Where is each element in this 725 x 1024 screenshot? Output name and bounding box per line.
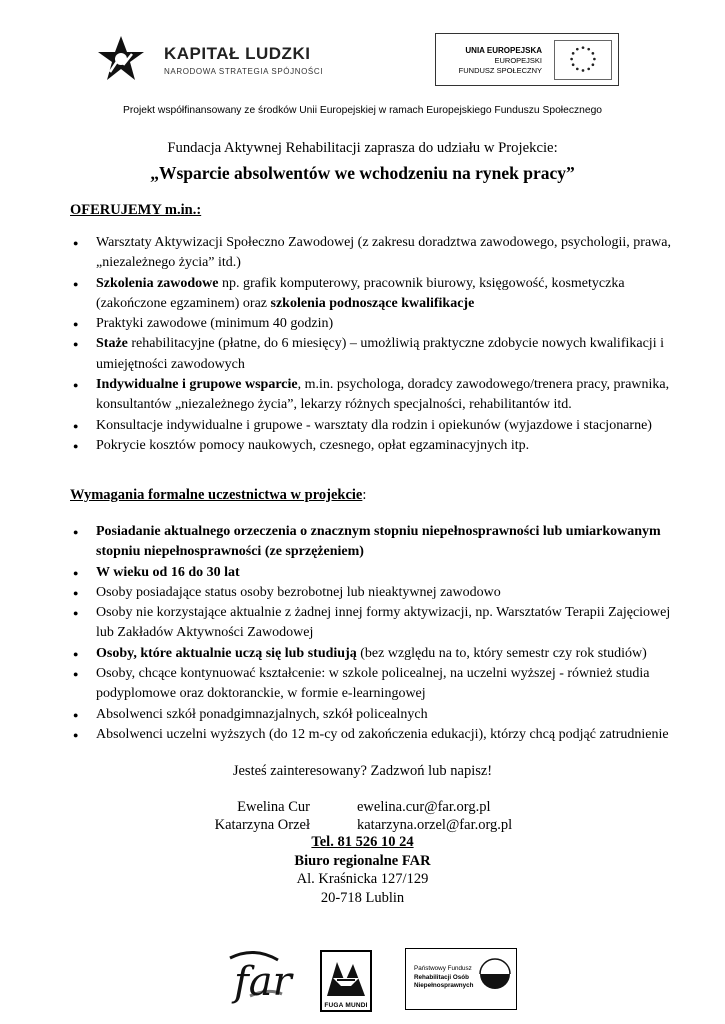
fuga-mundi-text: FUGA MUNDI (324, 1002, 368, 1009)
requirement-item-bold: Osoby, które aktualnie uczą się lub studiują (96, 645, 357, 661)
requirements-heading (70, 487, 366, 504)
eu-line2: EUROPEJSKI (494, 56, 542, 65)
list-item (70, 436, 676, 456)
contact-email[interactable]: ewelina.cur@far.org.pl (357, 799, 491, 815)
office-name: Biuro regionalne FAR (294, 853, 431, 869)
requirements-heading-text: Wymagania formalne uczestnictwa w projekcie (70, 487, 363, 503)
pfron-logo (405, 948, 517, 1010)
kapital-ludzki-star-icon (96, 34, 146, 84)
list-item (70, 664, 676, 705)
kapital-ludzki-logo (96, 34, 336, 86)
offer-item-text: Warsztaty Aktywizacji Społeczno Zawodowej (z zakresu doradztwa zawodowego, psychologii, prawa, „niezależnego życia” itd.) (96, 235, 672, 271)
eu-line1: UNIA EUROPEJSKA (465, 46, 542, 55)
list-item (70, 563, 676, 583)
far-logo (220, 948, 292, 1014)
contact-call: Jesteś zainteresowany? Zadzwoń lub napisz! (232, 763, 493, 779)
eu-flag-icon (554, 40, 612, 80)
offer-item-text: Pokrycie kosztów pomocy naukowych, czesnego, opłat egzaminacyjnych itp. (96, 437, 530, 453)
requirements-list (70, 522, 676, 745)
list-item (70, 705, 676, 725)
offer-list (70, 233, 676, 456)
invitation-text: Fundacja Aktywnej Rehabilitacji zaprasza do udziału w Projekcie: (167, 140, 558, 156)
contact-name: Katarzyna Orzeł (214, 817, 310, 833)
list-item (70, 233, 676, 274)
fuga-mundi-logo (320, 950, 372, 1012)
requirements-heading-colon: : (362, 487, 367, 503)
phone-number-text[interactable]: Tel. 81 526 10 24 (311, 834, 414, 850)
contact-email[interactable]: katarzyna.orzel@far.org.pl (357, 817, 513, 833)
office-street: Al. Kraśnicka 127/129 (296, 871, 429, 887)
offer-item-text: , m.in. psychologa, doradcy zawodowego/trenera pracy, prawnika, konsultantów „niezależnego życia”, lekarzy różnych specjalności, rehabilitantów itd. (96, 377, 670, 413)
fuga-mundi-emblem-icon (325, 956, 367, 1000)
far-logo-text: far (234, 959, 292, 1005)
offer-item-text: Konsultacje indywidualne i grupowe - warsztaty dla rodzin i opiekunów (wyjazdowe i stacjonarne) (96, 417, 652, 433)
list-item (70, 583, 676, 603)
project-title: „Wsparcie absolwentów we wchodzeniu na rynek pracy” (150, 163, 575, 183)
list-item (70, 314, 676, 334)
requirement-item-bold: Posiadanie aktualnego orzeczenia o znacznym stopniu niepełnosprawności lub umiarkowanym stopniu niepełnosprawności (ze sprzężeniem) (96, 524, 661, 560)
eu-line3: FUNDUSZ SPOŁECZNY (458, 66, 542, 75)
requirement-item-text: Osoby posiadające status osoby bezrobotnej lub nieaktywnej zawodowo (96, 584, 501, 600)
requirement-item-text: Absolwenci uczelni wyższych (do 12 m-cy od zakończenia edukacji), którzy chcą podjąć zatrudnienie (96, 726, 669, 742)
contact-name: Ewelina Cur (237, 799, 310, 815)
requirement-item-text: Osoby nie korzystające aktualnie z żadnej innej formy aktywizacji, np. Warsztatów Terapii Zajęciowej lub Zakładów Aktywności Zawodowej (96, 605, 671, 641)
pfron-line3: Niepełnosprawnych (414, 982, 474, 989)
eu-logo-text (459, 46, 542, 76)
list-item (70, 644, 676, 664)
requirement-item-text: Osoby, chcące kontynuować kształcenie: w szkole policealnej, na uczelni wyższej - również studia podyplomowe oraz doktoranckie, w formie e-learningowej (96, 666, 650, 702)
pfron-text (414, 965, 474, 991)
list-item (70, 375, 676, 416)
kapital-ludzki-title: KAPITAŁ LUDZKI (164, 44, 311, 63)
offer-item-bold: Szkolenia zawodowe (96, 275, 219, 291)
offer-heading: OFERUJEMY m.in.: (70, 202, 202, 218)
offer-item-text: Praktyki zawodowe (minimum 40 godzin) (96, 316, 334, 332)
list-item (70, 416, 676, 436)
list-item (70, 603, 676, 644)
pfron-line1: Państwowy Fundusz (414, 965, 472, 972)
offer-item-bold: szkolenia podnoszące kwalifikacje (270, 295, 475, 311)
list-item (70, 725, 676, 745)
offer-item-bold: Indywidualne i grupowe wsparcie (96, 377, 298, 393)
requirement-item-text: (bez względu na to, który semestr czy rok studiów) (356, 645, 647, 661)
list-item (70, 274, 676, 315)
offer-item-bold: Staże (96, 336, 128, 352)
list-item (70, 522, 676, 563)
phone-number[interactable] (0, 834, 725, 851)
pfron-line2: Rehabilitacji Osób (414, 973, 469, 981)
office-city: 20-718 Lublin (320, 890, 405, 906)
requirement-item-bold: W wieku od 16 do 30 lat (96, 564, 240, 580)
offer-item-text: rehabilitacyjne (płatne, do 6 miesięcy) – umożliwią praktyczne zdobycie nowych kwalifikacji i umiejętności zawodowych (96, 336, 664, 372)
eu-logo (435, 33, 619, 86)
cofunding-notice: Projekt współfinansowany ze środków Unii Europejskiej w ramach Europejskiego Funduszu Społecznego (122, 105, 603, 116)
offer-item-text: np. grafik komputerowy, pracownik biurowy, księgowość, kosmetyczka (zakończone egzaminem) oraz (96, 275, 625, 311)
list-item (70, 334, 676, 375)
kapital-ludzki-subtitle: NARODOWA STRATEGIA SPÓJNOŚCI (164, 67, 324, 76)
pfron-emblem-icon (478, 957, 512, 991)
requirement-item-text: Absolwenci szkół ponadgimnazjalnych, szkół policealnych (96, 706, 428, 722)
